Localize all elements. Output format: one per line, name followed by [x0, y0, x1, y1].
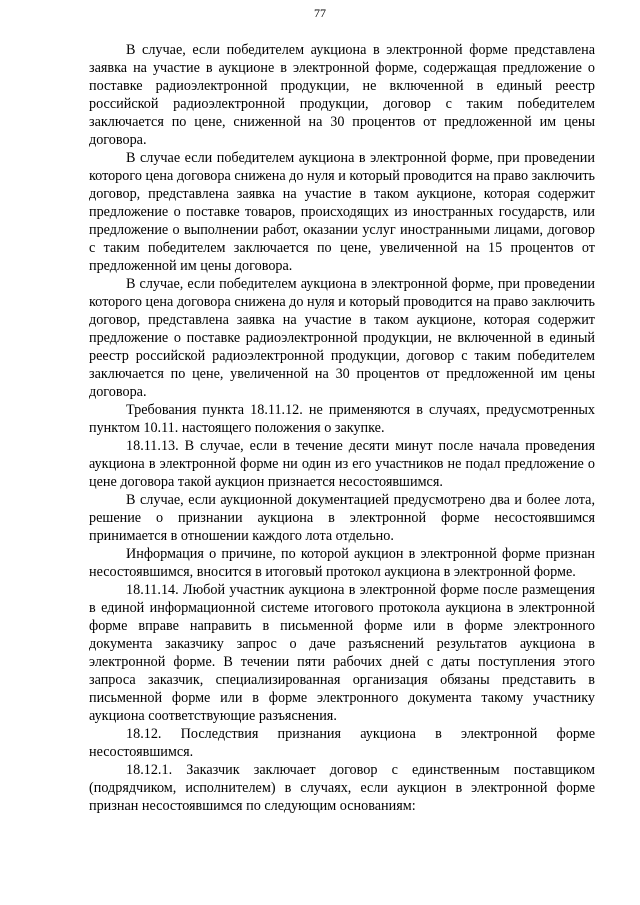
paragraph: 18.11.14. Любой участник аукциона в электронной форме после размещения в единой информационной системе итогового протокола аукциона в электронной форме вправе направить в письменной форме или в форме электронного документа заказчику запрос о даче разъяснений результатов аукциона в электронной форме. В течении пяти рабочих дней с даты поступления этого запроса заказчик, специализированная организация обязаны представить в письменной форме или в форме электронного документа такому участнику аукциона соответствующие разъяснения. [89, 582, 595, 724]
paragraph: Информация о причине, по которой аукцион в электронной форме признан несостоявшимся, вносится в итоговый протокол аукциона в электронной форме. [89, 546, 595, 580]
paragraph: В случае, если победителем аукциона в электронной форме, при проведении которого цена договора снижена до нуля и который проводится на право заключить договор, представлена заявка на участие в таком аукционе, которая содержит предложение о поставке радиоэлектронной продукции, не включенной в единый реестр российской радиоэлектронной продукции, договор с таким победителем заключается по цене, увеличенной на 30 процентов от предложенной им цены договора. [89, 276, 595, 400]
paragraph: В случае, если победителем аукциона в электронной форме представлена заявка на участие в аукционе в электронной форме, содержащая предложение о поставке радиоэлектронной продукции, не включенной в единый реестр российской радиоэлектронной продукции, договор с таким победителем заключается по цене, сниженной на 30 процентов от предложенной им цены договора. [89, 42, 595, 148]
paragraph: 18.12.1. Заказчик заключает договор с единственным поставщиком (подрядчиком, исполнителем) в случаях, если аукцион в электронной форме признан несостоявшимся по следующим основаниям: [89, 762, 595, 814]
section-heading: 18.12. Последствия признания аукциона в электронной форме несостоявшимся. [89, 726, 595, 760]
paragraph: В случае, если аукционной документацией предусмотрено два и более лота, решение о признании аукциона в электронной форме несостоявшимся принимается в отношении каждого лота отдельно. [89, 492, 595, 544]
paragraph: 18.11.13. В случае, если в течение десяти минут после начала проведения аукциона в электронной форме ни один из его участников не подал предложение о цене договора такой аукцион признается несостоявшимся. [89, 438, 595, 490]
paragraph: В случае если победителем аукциона в электронной форме, при проведении которого цена договора снижена до нуля и который проводится на право заключить договор, представлена заявка на участие в таком аукционе, которая содержит предложение о поставке товаров, происходящих из иностранных государств, или предложение о выполнении работ, оказании услуг иностранными лицами, договор с таким победителем заключается по цене, увеличенной на 15 процентов от предложенной им цены договора. [89, 150, 595, 274]
document-body [89, 41, 595, 815]
paragraph: Требования пункта 18.11.12. не применяются в случаях, предусмотренных пунктом 10.11. настоящего положения о закупке. [89, 402, 595, 436]
page-number: 77 [314, 6, 326, 20]
